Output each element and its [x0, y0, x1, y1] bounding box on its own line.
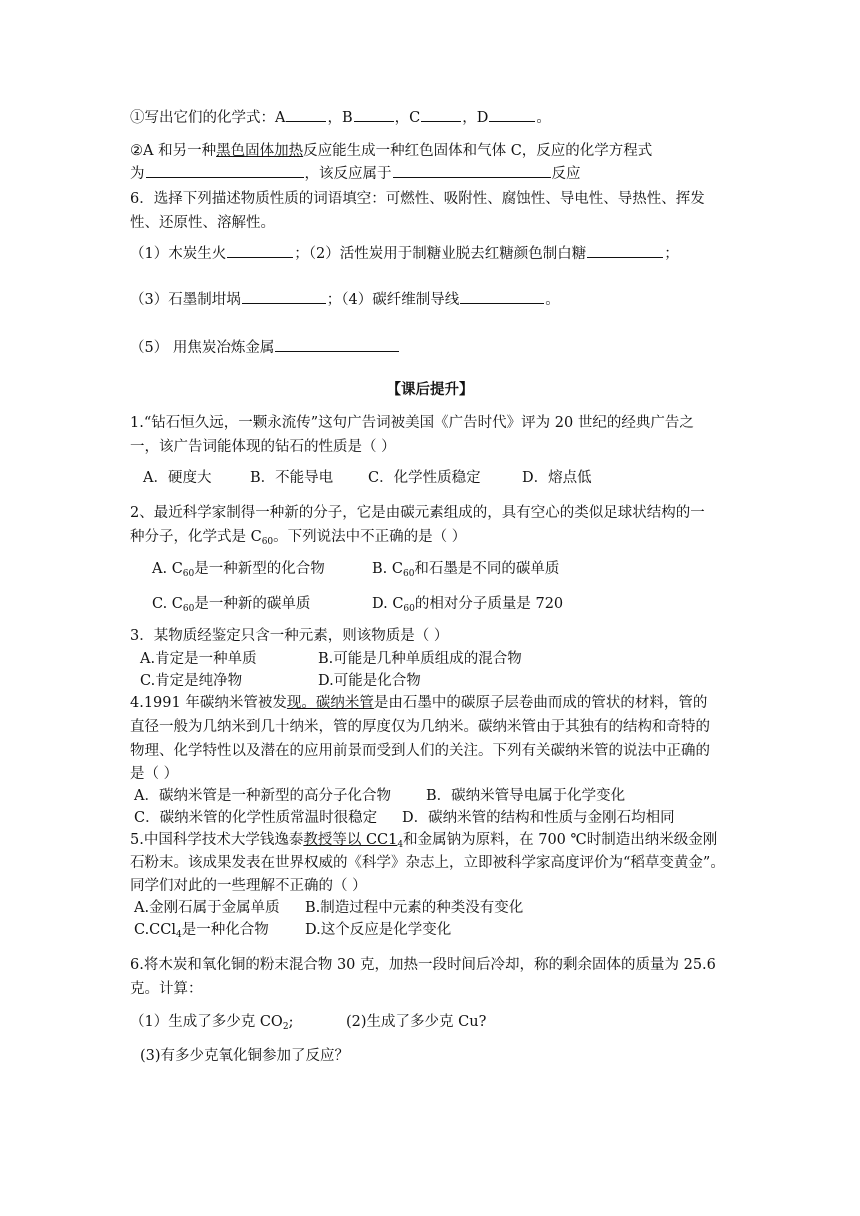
answer-blank[interactable]: [286, 107, 326, 122]
p6-question-1: （1）生成了多少克 $CO_2$;: [130, 1014, 294, 1032]
p4-option-b[interactable]: B．碳纳米管导电属于化学变化: [426, 788, 626, 804]
p4-line4: 是（ ）: [130, 766, 179, 782]
answer-blank[interactable]: [354, 107, 394, 122]
q6-item-5: （5） 用焦炭冶炼金属: [130, 337, 400, 358]
p2-option-b[interactable]: B. $C_{60}$和石墨是不同的碳单质: [372, 561, 560, 579]
p4-option-a[interactable]: A．碳纳米管是一种新型的高分子化合物: [134, 788, 391, 804]
p4-line1: 4.1991 年碳纳米管被发现。碳纳米管是由石墨中的碳原子层卷曲而成的管状的材料，管的: [130, 695, 708, 711]
p3-option-b[interactable]: B.可能是几种单质组成的混合物: [318, 651, 522, 667]
p5-option-a[interactable]: A.金刚石属于金属单质: [134, 900, 280, 916]
p5-line1: 5.中国科学技术大学钱逸泰教授等以 $CC1_4$和金属钠为原料，在 700 ℃时制造出纳米级金刚: [130, 832, 718, 850]
p4-line2: 直径一般为几纳米到几十纳米，管的厚度仅为几纳米。碳纳米管由于其独有的结构和奇特的: [130, 719, 710, 735]
p2-option-a[interactable]: A. $C_{60}$是一种新型的化合物: [152, 561, 325, 579]
p6-line2: 克。计算：: [130, 981, 203, 997]
p6-line1: 6.将木炭和氧化铜的粉末混合物 30 克，加热一段时间后冷却，称的剩余固体的质量为 25.6: [130, 957, 716, 973]
p4-line3: 物理、化学特性以及潜在的应用前景而受到人们的关注。下列有关碳纳米管的说法中正确的: [130, 743, 710, 759]
p5-line3: 同学们对此的一些理解不正确的（ ）: [130, 878, 367, 894]
p1-option-c[interactable]: C．化学性质稳定: [368, 470, 481, 486]
p1-option-a[interactable]: A．硬度大: [143, 470, 212, 486]
answer-blank[interactable]: [421, 107, 461, 122]
p5-option-c[interactable]: C.CCl$_4$是一种化合物: [134, 922, 269, 940]
q5-sub2-line2: 为 ，该反应属于 反应: [130, 163, 581, 184]
p2-option-c[interactable]: C. $C_{60}$是一种新的碳单质: [152, 596, 311, 614]
q6-stem-line2: 性、还原性、溶解性。: [130, 215, 275, 231]
answer-blank[interactable]: [489, 107, 535, 122]
q6-items-1-2: （1）木炭生火 ；（2）活性炭用于制糖业脱去红糖颜色制白糖 ；: [130, 243, 679, 264]
answer-blank[interactable]: [393, 163, 551, 178]
section-title: 【课后提升】: [386, 381, 474, 398]
p2-line2: 种分子，化学式是 $C_{60}$。下列说法中不正确的是（ ）: [130, 529, 467, 547]
answer-blank[interactable]: [227, 243, 293, 258]
p1-line2: 一，该广告词能体现的钻石的性质是（ ）: [130, 439, 396, 455]
q6-items-3-4: （3）石墨制坩埚 ；（4）碳纤维制导线 。: [130, 289, 560, 310]
q6-stem-line1: 6．选择下列描述物质性质的词语填空：可燃性、吸附性、腐蚀性、导电性、导热性、挥发: [130, 191, 705, 207]
p2-line1: 2、最近科学家制得一种新的分子，它是由碳元素组成的，具有空心的类似足球状结构的一: [130, 505, 705, 521]
p5-option-d[interactable]: D.这个反应是化学变化: [305, 922, 452, 938]
p6-question-3: (3)有多少克氧化铜参加了反应？: [140, 1048, 350, 1064]
p1-option-b[interactable]: B．不能导电: [250, 470, 334, 486]
q5-sub1: ①写出它们的化学式：A ，B ，C ，D 。: [130, 107, 551, 128]
answer-blank[interactable]: [242, 289, 326, 304]
p3-option-a[interactable]: A.肯定是一种单质: [140, 651, 257, 667]
answer-blank[interactable]: [146, 163, 304, 178]
answer-blank[interactable]: [587, 243, 663, 258]
p1-line1: 1.“钻石恒久远，一颗永流传”这句广告词被美国《广告时代》评为 20 世纪的经典广告之: [130, 415, 694, 431]
p3-stem: 3．某物质经鉴定只含一种元素，则该物质是（ ）: [130, 628, 449, 644]
p2-option-d[interactable]: D. $C_{60}$的相对分子质量是 720: [372, 596, 564, 614]
answer-blank[interactable]: [275, 337, 399, 352]
p5-line2: 石粉末。该成果发表在世界权威的《科学》杂志上，立即被科学家高度评价为“稻草变黄金”。: [130, 855, 725, 871]
p4-option-c[interactable]: C．碳纳米管的化学性质常温时很稳定: [134, 810, 378, 826]
p5-option-b[interactable]: B.制造过程中元素的种类没有变化: [305, 900, 524, 916]
p3-option-d[interactable]: D.可能是化合物: [318, 673, 421, 689]
p6-question-2: (2)生成了多少克 Cu?: [346, 1014, 487, 1030]
answer-blank[interactable]: [460, 289, 544, 304]
q5-sub2-line1: ②A 和另一种黑色固体加热反应能生成一种红色固体和气体 C，反应的化学方程式: [130, 143, 653, 159]
p4-option-d[interactable]: D．碳纳米管的结构和性质与金刚石均相同: [402, 810, 675, 826]
p3-option-c[interactable]: C.肯定是纯净物: [140, 673, 243, 689]
p1-option-d[interactable]: D．熔点低: [522, 470, 592, 486]
